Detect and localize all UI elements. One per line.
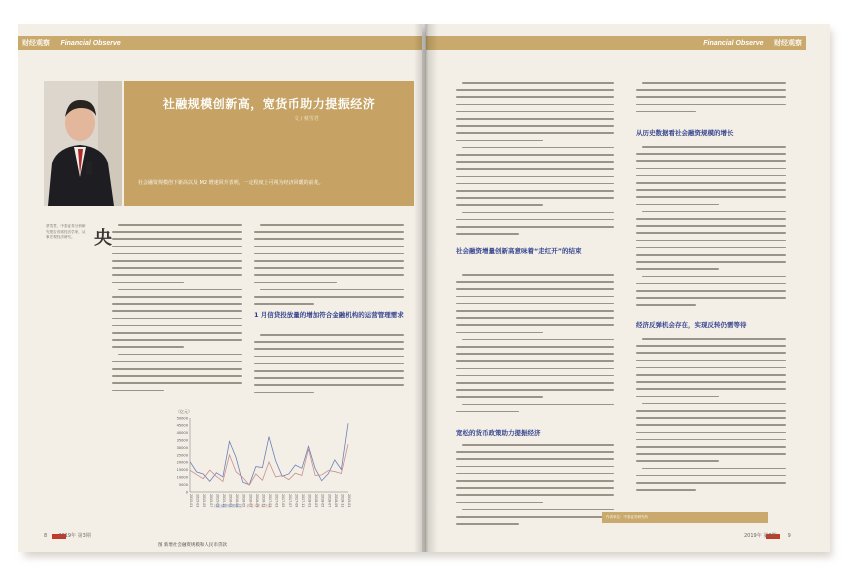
text-line [456,487,614,489]
text-line [112,303,242,305]
legend-series-1: 社会融资规模增量 [214,504,242,508]
text-line [456,154,614,156]
text-line [456,332,543,334]
photo-caption: 蔡雪君，中泰证券分析研究报告首席经济学家，从事宏观经济研究。 [46,224,86,239]
x-tick-label: 2015-01 [189,494,193,508]
text-line [456,375,614,377]
text-line [456,346,614,348]
text-line [636,304,696,306]
text-line [254,341,404,343]
text-line [260,289,404,291]
spine-gutter [414,24,438,552]
text-line [254,260,404,262]
text-line [636,89,786,91]
line-chart [158,404,358,548]
y-tick-label: 40000 [176,431,188,436]
text-line [636,388,786,390]
x-tick-label: 2017-05 [281,494,286,508]
text-line [112,325,242,327]
text-line [112,253,242,255]
text-line [636,489,696,491]
text-line [642,338,786,340]
text-line [456,502,543,504]
text-line [456,458,614,460]
text-line [636,367,786,369]
text-line [636,460,719,462]
text-line [456,360,614,362]
text-line [636,360,786,362]
x-tick-label: 2018-03 [314,494,319,508]
series-line-1 [190,423,348,484]
article-title: 社融规模创新高，宽货币助力提振经济 [162,97,376,111]
text-line [642,211,786,213]
x-tick-label: 2016-03 [235,494,240,508]
x-tick-label: 2015-03 [195,494,200,508]
text-line [254,392,314,394]
text-line [636,261,786,263]
chart-axes [190,418,348,492]
text-line [112,260,242,262]
y-tick-label: 45000 [176,423,188,428]
section-label-cn: 财经观察 [22,39,50,47]
y-tick-label: 30000 [176,445,188,450]
text-line [456,140,543,142]
text-line [254,238,404,240]
text-line [636,374,786,376]
text-line [636,297,786,299]
section-band-right [426,36,806,50]
text-line [456,161,614,163]
x-tick-label: 2015-09 [215,494,220,508]
text-line [456,288,614,290]
text-line [636,204,719,206]
text-line [636,345,786,347]
x-tick-label: 2018-05 [320,494,325,508]
author-note: 作者单位：中泰证券研究所 [602,512,768,523]
text-line [636,225,786,227]
issue-label-left: 2019年 第3期 [58,533,91,539]
text-line [254,348,404,350]
text-line [456,183,614,185]
y-tick-label: 15000 [176,468,188,473]
drop-cap: 央 [94,228,112,249]
y-tick-label: 20000 [176,460,188,465]
text-line [636,396,719,398]
text-line [456,516,614,518]
text-line [112,382,242,384]
section-heading-5: 经济反弹机会存在，实现反转仍需等待 [636,321,747,329]
text-line [112,346,184,348]
text-line [112,375,242,377]
text-line [112,332,242,334]
legend-series-2: 新增人民币贷款 [246,504,271,508]
text-line [254,231,404,233]
text-line [118,289,242,291]
text-line [112,274,242,276]
text-line [254,296,404,298]
text-line [636,247,786,249]
x-tick-label: 2018-11 [340,494,345,508]
text-line [260,334,404,336]
text-line [456,389,614,391]
section-heading-2: 社会融资增量创新高意味着“走红开”的结束 [456,247,582,255]
text-line [636,232,786,234]
text-line [462,444,614,446]
text-line [636,111,696,113]
text-line [456,382,614,384]
text-line [636,240,786,242]
text-line [456,132,614,134]
issue-label-right: 2019年 第3期 [744,533,777,539]
text-line [462,147,614,149]
text-line [118,354,242,356]
footer-left [44,532,91,539]
y-tick-label: 10000 [176,475,188,480]
text-line [642,276,786,278]
text-line [456,480,614,482]
text-line [456,303,614,305]
y-tick-label: 35000 [176,438,188,443]
text-line [112,339,242,341]
portrait-image [44,81,122,206]
article-byline: 文 / 蔡雪君 [294,116,319,122]
text-line [254,356,404,358]
x-tick-label: 2017-01 [268,494,272,508]
text-line [112,361,242,363]
y-tick-label: 50000 [176,416,188,421]
text-line [636,381,786,383]
text-line [456,317,614,319]
text-line [254,370,404,372]
left-page [18,24,422,552]
text-line [642,82,786,84]
text-line [462,509,614,511]
text-line [636,218,786,220]
text-line [112,246,242,248]
x-tick-label: 2015-05 [202,494,207,508]
x-tick-label: 2016-01 [228,494,233,508]
x-tick-label: 2017-07 [287,494,292,508]
text-line [254,384,404,386]
text-line [254,303,314,305]
x-tick-label: 2018-09 [333,494,338,508]
text-line [636,432,786,434]
text-line [462,274,614,276]
text-line [462,339,614,341]
author-photo [44,81,122,206]
text-line [456,296,614,298]
text-line [456,233,519,235]
text-line [456,473,614,475]
text-line [636,410,786,412]
text-line [636,352,786,354]
text-line [456,396,543,398]
text-line [456,219,614,221]
text-line [456,494,614,496]
text-line [254,377,404,379]
text-line [636,283,786,285]
section-label-cn-right: 财经观察 [774,39,802,47]
text-line [112,318,242,320]
text-line [456,523,519,525]
section-band [18,36,422,50]
chart-caption: 图 新增社会融资规模和人民币贷款 [158,543,227,548]
text-line [112,238,242,240]
text-line [636,160,786,162]
text-line [456,168,614,170]
y-tick-label: 5000 [178,482,188,487]
section-heading-1: 1 月信贷投放量的增加符合金融机构的运营管理需求 [254,311,404,319]
article-title-box [124,81,414,206]
text-line [456,226,614,228]
x-tick-label: 2016-05 [241,494,246,508]
text-line [636,439,786,441]
text-line [636,417,786,419]
text-line [254,267,404,269]
x-tick-label: 2015-07 [208,494,213,508]
text-line [254,363,404,365]
text-line [636,268,719,270]
series-line-2 [190,444,348,485]
x-tick-label: 2016-09 [254,494,259,508]
text-line [112,368,242,370]
text-line [456,310,614,312]
text-line [456,96,614,98]
text-line [462,212,614,214]
section-heading-4: 从历史数据看社会融资规模的增长 [636,129,734,137]
text-line [456,451,614,453]
text-line [456,125,614,127]
page-number-left: 8 [44,533,48,539]
section-heading-3: 宽松的货币政策助力提振经济 [456,429,541,437]
text-line [636,196,786,198]
text-line [636,175,786,177]
text-line [456,190,614,192]
text-line [456,89,614,91]
x-tick-label: 2016-11 [261,494,266,508]
chart-svg [158,404,358,539]
text-line [636,290,786,292]
y-tick-label: 25000 [176,453,188,458]
text-line [112,390,164,392]
text-line [456,466,614,468]
x-tick-label: 2016-07 [248,494,253,508]
x-tick-label: 2018-01 [307,494,312,508]
text-line [462,404,614,406]
text-line [456,368,614,370]
y-axis-label: （亿元） [176,409,192,414]
text-line [456,176,614,178]
text-line [456,324,614,326]
x-tick-label: 2018-07 [327,494,332,508]
text-line [636,254,786,256]
section-label-en-right: Financial Observe [703,40,764,47]
x-tick-label: 2017-11 [300,494,305,508]
text-line [636,182,786,184]
text-line [636,189,786,191]
text-line [254,274,404,276]
text-line [456,104,614,106]
text-line [112,310,242,312]
text-line [254,246,404,248]
text-line [636,153,786,155]
text-line [456,281,614,283]
chart-legend [214,504,271,509]
section-label-en: Financial Observe [60,40,121,47]
text-line [636,475,786,477]
x-tick-label: 2017-03 [274,494,279,508]
text-line [636,168,786,170]
text-line [112,267,242,269]
text-line [636,482,786,484]
text-line [260,224,404,226]
text-line [636,446,786,448]
text-line [254,253,404,255]
text-line [636,104,786,106]
text-line [112,296,242,298]
text-line [456,204,543,206]
text-line [456,118,614,120]
right-page [426,24,830,552]
x-tick-label: 2017-09 [294,494,299,508]
page-number-right: 9 [787,533,791,539]
text-line [636,96,786,98]
text-line [642,468,786,470]
text-line [456,411,519,413]
text-line [642,146,786,148]
text-line [112,282,184,284]
x-tick-label: 2015-11 [221,494,226,508]
text-line [456,353,614,355]
text-line [636,424,786,426]
text-line [118,224,242,226]
y-tick-label: 0 [185,490,188,495]
footer-right [744,532,791,539]
text-line [456,111,614,113]
article-summary: 社会融资规模创下新高以及 M2 增速回升表明，一定程度上可视为经济回暖的前兆。 [138,180,324,186]
text-line [456,197,614,199]
text-line [636,453,786,455]
text-line [642,403,786,405]
x-tick-label: 2019-01 [347,494,351,508]
text-line [112,231,242,233]
text-line [462,82,614,84]
text-line [254,282,337,284]
